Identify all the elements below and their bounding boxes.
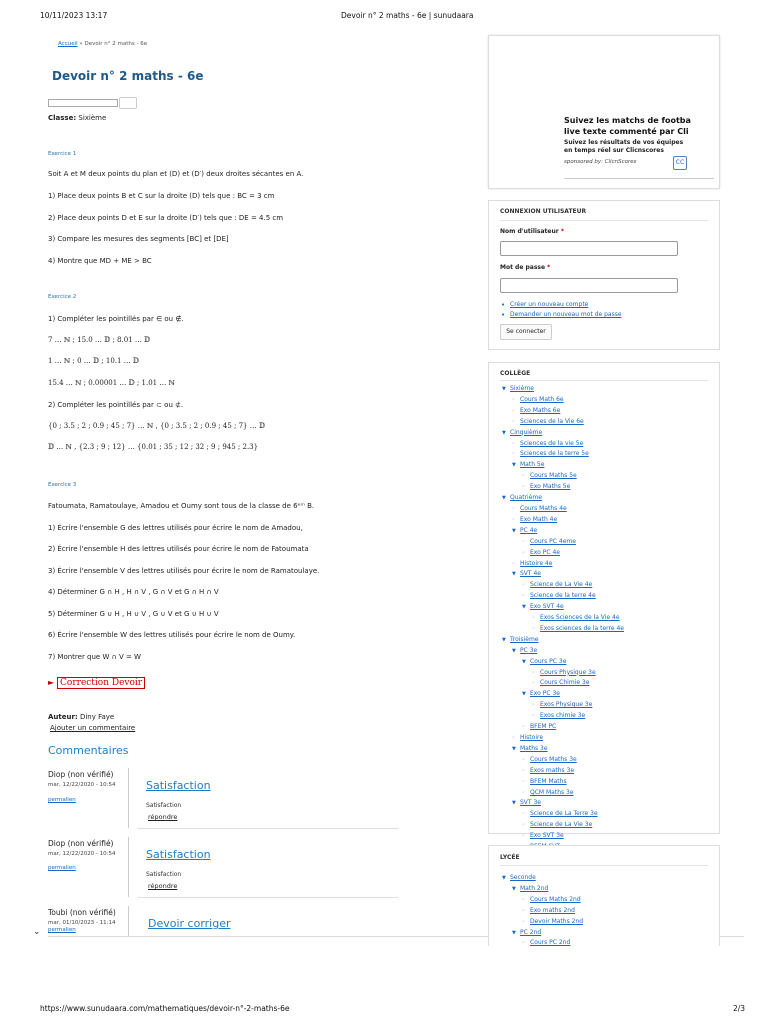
- ad-divider: [564, 178, 714, 179]
- menu-item-link[interactable]: BFEM Maths: [530, 777, 567, 785]
- menu-item[interactable]: [502, 406, 624, 417]
- bullet-icon: ◦: [532, 625, 535, 632]
- expanded-triangle-icon: ▼: [512, 527, 516, 534]
- menu-item[interactable]: [502, 906, 583, 917]
- bullet-icon: ◦: [532, 702, 535, 709]
- password-input[interactable]: [500, 278, 678, 293]
- menu-item[interactable]: [502, 798, 624, 809]
- lycee-menu-tree: [502, 873, 583, 949]
- expanded-triangle-icon: ▼: [512, 885, 516, 892]
- comment-author: Diop (non vérifié): [48, 839, 114, 848]
- expanded-triangle-icon: ▼: [512, 745, 516, 752]
- menu-item-link[interactable]: PC 2nd: [520, 928, 542, 936]
- print-url: https://www.sunudaara.com/mathematiques/devoir-n°-2-maths-6e: [40, 1004, 290, 1013]
- bullet-icon: ◦: [512, 451, 515, 458]
- menu-item[interactable]: [502, 884, 583, 895]
- menu-item[interactable]: [502, 657, 624, 668]
- menu-item-link[interactable]: Devoir Maths 2nd: [530, 917, 584, 925]
- menu-item[interactable]: [502, 755, 624, 766]
- login-heading: CONNEXION UTILISATEUR: [500, 208, 587, 215]
- bullet-icon: ◦: [522, 918, 525, 925]
- menu-item-link[interactable]: Cours Maths 2nd: [530, 895, 581, 903]
- login-button[interactable]: Se connecter: [500, 324, 552, 340]
- bullet-icon: ◦: [522, 811, 525, 818]
- ad-subtitle-line: Suivez les résultats de vos équipes: [564, 139, 684, 146]
- comment-date: mar, 01/10/2023 - 11:14: [48, 920, 116, 926]
- menu-item[interactable]: [502, 635, 624, 646]
- menu-item[interactable]: [502, 678, 624, 689]
- bullet-icon: ◦: [532, 680, 535, 687]
- expanded-triangle-icon: ▼: [522, 604, 526, 611]
- expanded-triangle-icon: ▼: [522, 691, 526, 698]
- menu-item[interactable]: [502, 559, 624, 570]
- menu-item[interactable]: [502, 395, 624, 406]
- menu-item[interactable]: [502, 580, 624, 591]
- expanded-triangle-icon: ▼: [512, 647, 516, 654]
- bullet-icon: ◦: [512, 560, 515, 567]
- menu-item-link[interactable]: PC 3e: [520, 646, 538, 654]
- menu-item[interactable]: [502, 591, 624, 602]
- comment-permalink[interactable]: permalien: [48, 865, 76, 871]
- menu-item-link[interactable]: Exos sciences de la terre 4e: [540, 624, 624, 632]
- menu-item-link[interactable]: SVT 4e: [520, 570, 541, 578]
- menu-item[interactable]: [502, 449, 624, 460]
- bullet-icon: ◦: [522, 724, 525, 731]
- comment-divider: [128, 768, 129, 828]
- menu-item[interactable]: [502, 439, 624, 450]
- exercise-2-line: 1) Compléter les pointillés par ∈ ou ∉.: [48, 315, 184, 323]
- menu-item-link[interactable]: Exos Sciences de la Vie 4e: [540, 614, 620, 622]
- expanded-triangle-icon: ▼: [502, 875, 506, 881]
- menu-item[interactable]: [502, 917, 583, 928]
- menu-item[interactable]: [502, 744, 624, 755]
- bullet-icon: ◦: [522, 538, 525, 545]
- exercise-2-line: 1 … ℕ ; 0 … 𝔻 ; 10.1 … 𝔻: [48, 357, 139, 365]
- block-divider: [500, 380, 708, 381]
- menu-item[interactable]: [502, 895, 583, 906]
- menu-item[interactable]: [502, 471, 624, 482]
- menu-item[interactable]: [502, 809, 624, 820]
- menu-item[interactable]: [502, 733, 624, 744]
- bullet-icon: ◦: [522, 907, 525, 914]
- required-mark: *: [560, 228, 564, 235]
- bullet-icon: ◦: [522, 822, 525, 829]
- triangle-right-icon: ►: [48, 678, 55, 687]
- menu-item-link[interactable]: PC 4e: [520, 526, 538, 534]
- expanded-triangle-icon: ▼: [512, 800, 516, 807]
- ad-title-line: live texte commenté par Cli: [564, 127, 689, 136]
- correction-toggle[interactable]: [48, 678, 145, 688]
- comments-heading: Commentaires: [48, 744, 129, 757]
- menu-item-link[interactable]: Quatrième: [510, 494, 542, 502]
- exercise-1-line: 3) Compare les mesures des segments [BC] et [DE]: [48, 235, 229, 243]
- login-links: [500, 300, 622, 320]
- menu-item[interactable]: [502, 820, 624, 831]
- comment-date: mar, 12/22/2020 - 10:54: [48, 851, 116, 857]
- exercise-3-line: Fatoumata, Ramatoulaye, Amadou et Oumy sont tous de la classe de 6ᵉᵐ B.: [48, 502, 315, 510]
- print-datetime: 10/11/2023 13:17: [40, 11, 108, 20]
- block-divider: [500, 865, 708, 866]
- required-mark: *: [547, 264, 551, 271]
- menu-item[interactable]: [502, 460, 624, 471]
- comment-title-link[interactable]: Satisfaction: [146, 848, 211, 861]
- expanded-triangle-icon: ▼: [522, 658, 526, 665]
- correction-label: Correction Devoir: [57, 677, 145, 689]
- menu-item[interactable]: [502, 515, 624, 526]
- menu-item[interactable]: [502, 873, 583, 884]
- bullet-icon: ◦: [512, 516, 515, 523]
- exercise-2-line: 7 … ℕ ; 15.0 … 𝔻 ; 8.01 … 𝔻: [48, 336, 151, 344]
- menu-item[interactable]: [502, 548, 624, 559]
- menu-item[interactable]: [502, 938, 583, 949]
- exercise-1-line: 1) Place deux points B et C sur la droite (D) tels que : BC = 3 cm: [48, 192, 275, 200]
- username-label: [500, 228, 564, 235]
- menu-item-link[interactable]: Exo SVT 3e: [530, 832, 564, 840]
- bullet-icon: ◦: [522, 778, 525, 785]
- menu-item-link[interactable]: Exo Math 4e: [520, 515, 558, 523]
- comment-reply-link[interactable]: répondre: [148, 882, 178, 890]
- ad-subtitle-line: en temps réel sur Clicnscores: [564, 147, 664, 154]
- bullet-icon: ◦: [522, 756, 525, 763]
- author-label: Auteur:: [48, 713, 78, 721]
- menu-item-link[interactable]: Sciences de la terre 5e: [520, 450, 589, 458]
- bullet-icon: ◦: [512, 418, 515, 425]
- exercise-3-line: 6) Écrire l'ensemble W des lettres utilisés pour écrire le nom de Oumy.: [48, 631, 296, 639]
- menu-item-link[interactable]: Science de La Terre 3e: [530, 810, 598, 818]
- menu-item-link[interactable]: Sciences de la vie 5e: [520, 439, 584, 447]
- page-title: Devoir n° 2 maths - 6e: [52, 69, 204, 83]
- menu-item-link[interactable]: Science de la terre 4e: [530, 592, 596, 600]
- menu-item[interactable]: [502, 428, 624, 439]
- menu-item-link[interactable]: Cours Math 6e: [520, 395, 564, 403]
- menu-item[interactable]: [502, 928, 583, 939]
- menu-item[interactable]: [502, 482, 624, 493]
- menu-item-link[interactable]: Cours PC 3e: [530, 657, 567, 665]
- menu-item-link[interactable]: Cours Maths 4e: [520, 504, 567, 512]
- college-heading: COLLÈGE: [500, 370, 531, 377]
- menu-item[interactable]: [502, 646, 624, 657]
- lycee-heading: LYCÉE: [500, 854, 520, 861]
- menu-item[interactable]: [502, 613, 624, 624]
- bullet-icon: ◦: [522, 473, 525, 480]
- bullet-icon: ◦: [522, 582, 525, 589]
- bullet-icon: ◦: [522, 549, 525, 556]
- login-block: [488, 200, 720, 350]
- exercise-1-line: Soit A et M deux points du plan et (D) et (D′) deux droites sécantes en A.: [48, 170, 304, 178]
- breadcrumb-current: » Devoir n° 2 maths - 6e: [79, 41, 148, 47]
- bullet-icon: ◦: [522, 767, 525, 774]
- menu-item-link[interactable]: Cours Maths 5e: [530, 472, 577, 480]
- menu-item-link[interactable]: Cours Maths 3e: [530, 755, 577, 763]
- menu-item-link[interactable]: QCM Maths 3e: [530, 788, 574, 796]
- bullet-icon: ◦: [512, 407, 515, 414]
- bullet-icon: ◦: [522, 940, 525, 947]
- password-label-text: Mot de passe: [500, 264, 546, 271]
- menu-item[interactable]: [502, 537, 624, 548]
- exercise-3-line: 1) Écrire l'ensemble G des lettres utilisés pour écrire le nom de Amadou,: [48, 524, 303, 532]
- menu-item-link[interactable]: Science de La Vie 4e: [530, 581, 593, 589]
- menu-item[interactable]: [502, 526, 624, 537]
- menu-item-link[interactable]: Exos maths 3e: [530, 766, 575, 774]
- comment-body: Satisfaction: [146, 871, 182, 878]
- menu-item[interactable]: [502, 493, 624, 504]
- menu-item[interactable]: [502, 668, 624, 679]
- author-info: [48, 713, 114, 721]
- comment-reply-link[interactable]: répondre: [148, 813, 178, 821]
- bullet-icon: ◦: [512, 505, 515, 512]
- expanded-triangle-icon: ▼: [502, 429, 506, 436]
- exercise-1-title: Exercice 1: [48, 151, 77, 157]
- menu-item[interactable]: [502, 569, 624, 580]
- expanded-triangle-icon: ▼: [512, 462, 516, 469]
- menu-item-link[interactable]: Exo maths 2nd: [530, 906, 575, 914]
- college-menu-tree: [502, 384, 624, 853]
- bullet-icon: ◦: [522, 593, 525, 600]
- breadcrumb: [58, 41, 147, 47]
- college-menu-block: [488, 362, 720, 840]
- menu-item-link[interactable]: Exo PC 3e: [530, 690, 560, 698]
- menu-item-link[interactable]: Exo Maths 6e: [520, 406, 561, 414]
- menu-item-link[interactable]: Math 5e: [520, 461, 545, 469]
- menu-item-link[interactable]: Exos Physique 3e: [540, 701, 593, 709]
- comment-divider: [128, 837, 129, 897]
- menu-item[interactable]: [502, 602, 624, 613]
- expanded-triangle-icon: ▼: [502, 495, 506, 502]
- menu-item-link[interactable]: Exo PC 4e: [530, 548, 560, 556]
- exercise-3-line: 2) Écrire l'ensemble H des lettres utilisés pour écrire le nom de Fatoumata: [48, 545, 309, 553]
- ad-sponsor: sponsored by: ClicnScores: [564, 159, 637, 165]
- exercise-1-line: 2) Place deux points D et E sur la droite (D′) tels que : DE = 4.5 cm: [48, 214, 284, 222]
- print-page-number: 2/3: [733, 1004, 746, 1013]
- exercise-2-line: 2) Compléter les pointillés par ⊂ ou ⊄.: [48, 401, 184, 409]
- breadcrumb-home-link[interactable]: Accueil: [58, 41, 78, 47]
- menu-item[interactable]: [502, 504, 624, 515]
- comment-author: Toubi (non vérifié): [48, 908, 116, 917]
- bullet-icon: ◦: [522, 484, 525, 491]
- expanded-triangle-icon: ▼: [502, 386, 506, 392]
- menu-item[interactable]: [502, 700, 624, 711]
- menu-item-link[interactable]: Sciences de la Vie 6e: [520, 417, 584, 425]
- menu-item-link[interactable]: Exo Maths 5e: [530, 483, 571, 491]
- menu-item[interactable]: [502, 624, 624, 635]
- bullet-icon: ◦: [512, 396, 515, 403]
- menu-item-link[interactable]: Science de La Vie 3e: [530, 821, 593, 829]
- exercise-2-line: 15.4 … ℕ ; 0.00001 … 𝔻 ; 1.01 … ℕ: [48, 379, 175, 387]
- ad-subtitle: [564, 139, 683, 155]
- expanded-triangle-icon: ▼: [512, 929, 516, 936]
- exercise-3-line: 4) Déterminer G ∩ H , H ∩ V , G ∩ V et G ∩ H ∩ V: [48, 588, 219, 596]
- bullet-icon: ◦: [512, 735, 515, 741]
- exercise-2-line: {0 ; 3.5 ; 2 ; 0.9 ; 45 ; 7} … ℕ , {0 ; 3.5 ; 2 ; 0.9 ; 45 ; 7} … 𝔻: [48, 422, 266, 430]
- username-input[interactable]: [500, 241, 678, 256]
- menu-item[interactable]: [502, 777, 624, 788]
- exercise-2-title: Exercice 2: [48, 294, 77, 300]
- ad-title-line: Suivez les matchs de footba: [564, 116, 691, 125]
- password-label: [500, 264, 550, 271]
- bullet-icon: ◦: [512, 440, 515, 447]
- exercise-3-line: 5) Déterminer G ∪ H , H ∪ V , G ∪ V et G ∪ H ∪ V: [48, 610, 219, 618]
- comment-title-link[interactable]: Devoir corriger: [148, 917, 231, 930]
- comment-title-link[interactable]: Satisfaction: [146, 779, 211, 792]
- expanded-triangle-icon: ▼: [502, 636, 506, 643]
- comment-permalink[interactable]: permalien: [48, 797, 76, 803]
- comment-divider: [128, 906, 129, 936]
- menu-item-link[interactable]: Cours PC 2nd: [530, 939, 571, 947]
- comment-separator: [138, 828, 398, 829]
- bullet-icon: ◦: [522, 833, 525, 840]
- rating-field[interactable]: [48, 99, 118, 107]
- lycee-menu-block: [488, 845, 720, 946]
- bullet-icon: ◦: [532, 669, 535, 676]
- bullet-icon: ◦: [532, 713, 535, 720]
- classe-label: Classe:: [48, 114, 77, 122]
- bullet-icon: ◦: [522, 789, 525, 796]
- menu-item-link[interactable]: Exos chimie 3e: [540, 712, 586, 720]
- menu-item-link[interactable]: Math 2nd: [520, 884, 549, 892]
- menu-item-link[interactable]: Seconde: [510, 874, 536, 881]
- menu-item[interactable]: [502, 788, 624, 799]
- menu-item[interactable]: [502, 722, 624, 733]
- comment-date: mar, 12/22/2020 - 10:54: [48, 782, 116, 788]
- menu-item-link[interactable]: Cours Physique 3e: [540, 668, 596, 676]
- menu-item-link[interactable]: SVT 3e: [520, 799, 541, 807]
- menu-item-link[interactable]: Histoire 4e: [520, 559, 553, 567]
- print-page-title: Devoir n° 2 maths - 6e | sunudaara: [341, 11, 474, 20]
- comment-separator: [138, 897, 398, 898]
- comment-body: Satisfaction: [146, 802, 182, 809]
- exercise-3-line: 3) Écrire l'ensemble V des lettres utilisés pour écrire le nom de Ramatoulaye.: [48, 567, 320, 575]
- menu-item-link[interactable]: Cours Chimie 3e: [540, 679, 590, 687]
- chevron-down-icon[interactable]: ⌄: [33, 927, 41, 937]
- menu-item-link[interactable]: Cinquième: [510, 428, 543, 436]
- comment-author: Diop (non vérifié): [48, 770, 114, 779]
- username-label-text: Nom d'utilisateur: [500, 228, 559, 235]
- bullet-icon: ◦: [532, 615, 535, 622]
- author-name: Diny Faye: [79, 713, 115, 721]
- expanded-triangle-icon: ▼: [512, 571, 516, 578]
- menu-item-link[interactable]: Exo SVT 4e: [530, 603, 564, 611]
- block-divider: [500, 220, 708, 221]
- sponsored-ad[interactable]: [488, 35, 720, 189]
- menu-item-link[interactable]: BFEM PC: [530, 723, 557, 731]
- bullet-icon: ◦: [522, 896, 525, 903]
- ad-button[interactable]: CC: [673, 156, 687, 170]
- classe-info: [48, 114, 106, 122]
- reset-password-link[interactable]: • Demander un nouveau mot de passe: [500, 310, 622, 320]
- menu-item[interactable]: [502, 417, 624, 428]
- add-comment-link[interactable]: Ajouter un commentaire: [50, 724, 136, 732]
- create-account-link[interactable]: • Créer un nouveau compte: [500, 300, 622, 310]
- exercise-3-title: Exercice 3: [48, 482, 77, 488]
- menu-item[interactable]: [502, 831, 624, 842]
- menu-item-link[interactable]: Sixième: [510, 385, 534, 392]
- menu-item-link[interactable]: Cours PC 4eme: [530, 537, 576, 545]
- classe-value: Sixième: [78, 114, 107, 122]
- rating-button[interactable]: [119, 97, 137, 109]
- menu-item[interactable]: [502, 766, 624, 777]
- menu-item[interactable]: [502, 384, 624, 395]
- menu-item[interactable]: [502, 711, 624, 722]
- menu-item[interactable]: [502, 689, 624, 700]
- menu-item-link[interactable]: Troisième: [510, 635, 539, 643]
- exercise-2-line: 𝔻 … ℕ , {2.3 ; 9 ; 12} … {0.01 ; 35 ; 12 ; 32 ; 9 ; 945 ; 2.3}: [48, 443, 259, 451]
- exercise-3-line: 7) Montrer que W ∩ V = W: [48, 653, 141, 661]
- menu-item-link[interactable]: Maths 3e: [520, 744, 548, 752]
- comment-permalink[interactable]: permalien: [48, 927, 76, 933]
- ad-title: [564, 115, 691, 137]
- exercise-1-line: 4) Montre que MD + ME > BC: [48, 257, 152, 265]
- menu-item-link[interactable]: Histoire: [520, 734, 544, 741]
